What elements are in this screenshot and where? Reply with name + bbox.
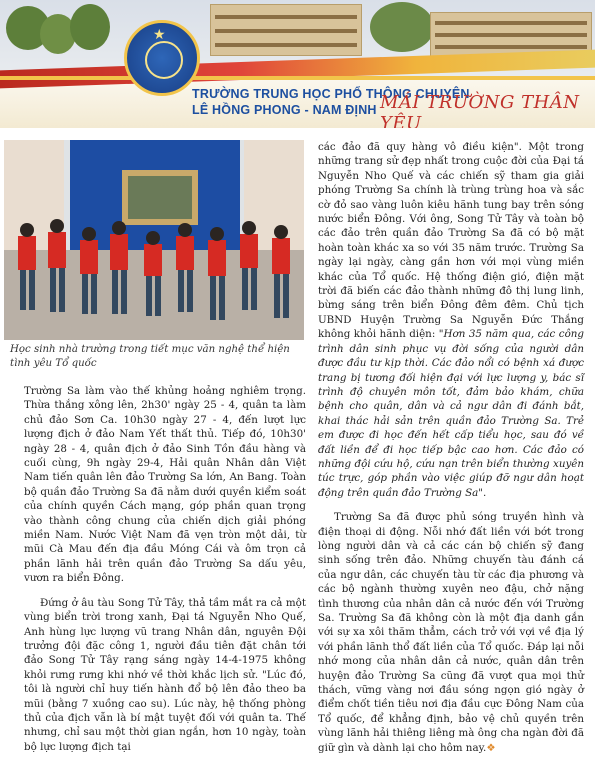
- photo-caption: Học sinh nhà trường trong tiết mục văn nghệ thể hiện tình yêu Tổ quốc: [10, 344, 290, 369]
- globe-icon: [145, 41, 183, 79]
- article-quote: "Hơn 35 năm qua, các công trình dân sinh phục vụ đời sống của người dân được đầu tư kịp thời. Các đảo nổi có bệnh xá được trang bị tương đối hiện đại với lực lượng y, bác sĩ trình độ chuyên môn tốt, đảm bảo khám, chữa bệnh cho quân, dân và cả ngư dân đi đánh bắt, khai thác hải sản trên quần đảo Trường Sa. Trẻ em được đi học đến hết cấp tiểu học, sau đó về đất liền để đi học tiếp bậc cao hơn. Các đảo có những đội cứu hộ, cứu nạn trên biển thường xuyên túc trực, góp phần vào việc giúp đỡ ngư dân hoạt động trên quần đảo Trường Sa".: [318, 328, 584, 499]
- end-mark-icon: ❖: [486, 741, 496, 754]
- school-name-line1: TRƯỜNG TRUNG HỌC PHỔ THÔNG CHUYÊN: [192, 87, 470, 101]
- star-icon: ★: [153, 27, 166, 43]
- section-title: MÁI TRƯỜNG THÂN YÊU: [380, 92, 580, 128]
- article-paragraph: Đứng ở âu tàu Song Tử Tây, thả tầm mắt ra cả một vùng biển trời trong xanh, Đại tá Nguyễn Nho Quế, Anh hùng lực lượng vũ trang Nhân dân, nguyên Đội trưởng đội đặc công 1, người đầu tiên đặt chân tới đảo Song Tử Tây rạng sáng ngày 14-4-1975 không khỏi rưng rưng khi nhớ về thời khắc lịch sử. "Lúc đó, tôi là người chỉ huy tiến hành đổ bộ lên đảo theo ba mũi (bằng 7 xuồng cao su). Lúc này, hệ thống phòng thủ của địch vẫn là bí mật tuyệt đối với quân ta. Thế nhưng, chỉ sau một thời gian ngắn, hơn 10 ngày, toàn bộ lực lượng địch tại: [24, 596, 306, 753]
- article-text: các đảo đã quy hàng vô điều kiện". Một trong những trang sử đẹp nhất trong cuộc đời của Đại tá Nguyễn Nho Quế và các chiến sỹ tham gia giải phóng Trường Sa chính là trùng trùng hoa và sắc cờ đỏ sao vàng luôn kiêu hãnh tung bay trên sóng nước biển Đông. Với ông, Song Tử Tây và toàn bộ các đảo trên quần đảo Trường Sa đã có bộ mặt hoàn toàn khác xa so với 35 năm trước. Trường Sa ngày lại ngày, càng gần hơn với mọi vùng miền khác của Tổ quốc. Hệ thống điện gió, điện mặt trời đã biến các đảo thành những đô thị lung linh, bừng sáng trên biển Đông đêm đêm. Chủ tịch UBND Huyện Trường Sa Nguyễn Đức Thắng không khỏi hãnh diện:: [318, 141, 584, 341]
- article-paragraph: Trường Sa làm vào thế khủng hoảng nghiêm trọng. Thừa thắng xông lên, 2h30' ngày 25 - 4, quân ta làm chủ đảo Sơn Ca. 10h30 ngày 27 - 4, đến lượt lực lượng địch ở đảo Nam Yết thất thủ. Tiếp đó, 10h30' ngày 28 - 4, quân địch ở đảo Sinh Tồn đầu hàng và cuối cùng, 9h ngày 29-4, Hải quân Nhân dân Việt Nam tiến quân lên đảo Trường Sa lớn, An Bang. Toàn bộ quần đảo Trường Sa đã nằm dưới quyền kiểm soát của chính quyền Cách mạng, góp phần quan trọng vào thành công chung của chiến dịch giải phóng miền Nam. Nước Việt Nam đã vẹn tròn một dải, từ mũi Cà Mau đến địa đầu Móng Cái và ôm trọn cả phần lãnh hải trên quần đảo Trường Sa dấu yêu, vươn ra biển Đông.: [24, 385, 306, 585]
- school-building-left: [210, 4, 362, 56]
- performance-photo-illustration: [4, 140, 304, 340]
- article-column-right: [318, 140, 584, 755]
- school-name-line2: LÊ HỒNG PHONG - NAM ĐỊNH: [192, 103, 377, 117]
- article-paragraph: [318, 140, 584, 500]
- article-paragraph: [318, 510, 584, 755]
- article-text: Trường Sa đã được phủ sóng truyền hình và điện thoại di động. Nỗi nhớ đất liền với bớt trong lòng người dân và cả các cán bộ chiến sỹ đang sinh sống trên đảo. Những chuyến tàu đánh cá của ngư dân, các chuyến tàu từ các địa phương và các bộ ngành thường xuyên neo đậu, chở nặng tình thương của nhân dân cả nước đến với Trường Sa. Trường Sa đã không còn là một địa danh gắn với sự xa xôi thăm thẳm, cách trở với vợi về địa lý với phần lãnh thổ đất liền của Tổ quốc. Đáp lại nỗi nhớ mong của nhân dân cả nước, quân dân trên huyện đảo Trường Sa cũng đã vượt qua mọi thử thách, vững vàng nơi đầu sóng ngọn gió ngày ở điểm chốt tiền tiêu nơi địa đầu cực Đông Nam của Tổ quốc, để khẳng định, bảo vệ chủ quyền trên vùng lãnh hải thiêng liêng mà ông cha ngàn đời đã giữ gìn và dành lại cho hôm nay.: [318, 511, 584, 754]
- article-photo: [4, 140, 304, 340]
- page-header: [0, 0, 595, 128]
- school-logo: [124, 20, 200, 96]
- article-column-left: [24, 384, 306, 754]
